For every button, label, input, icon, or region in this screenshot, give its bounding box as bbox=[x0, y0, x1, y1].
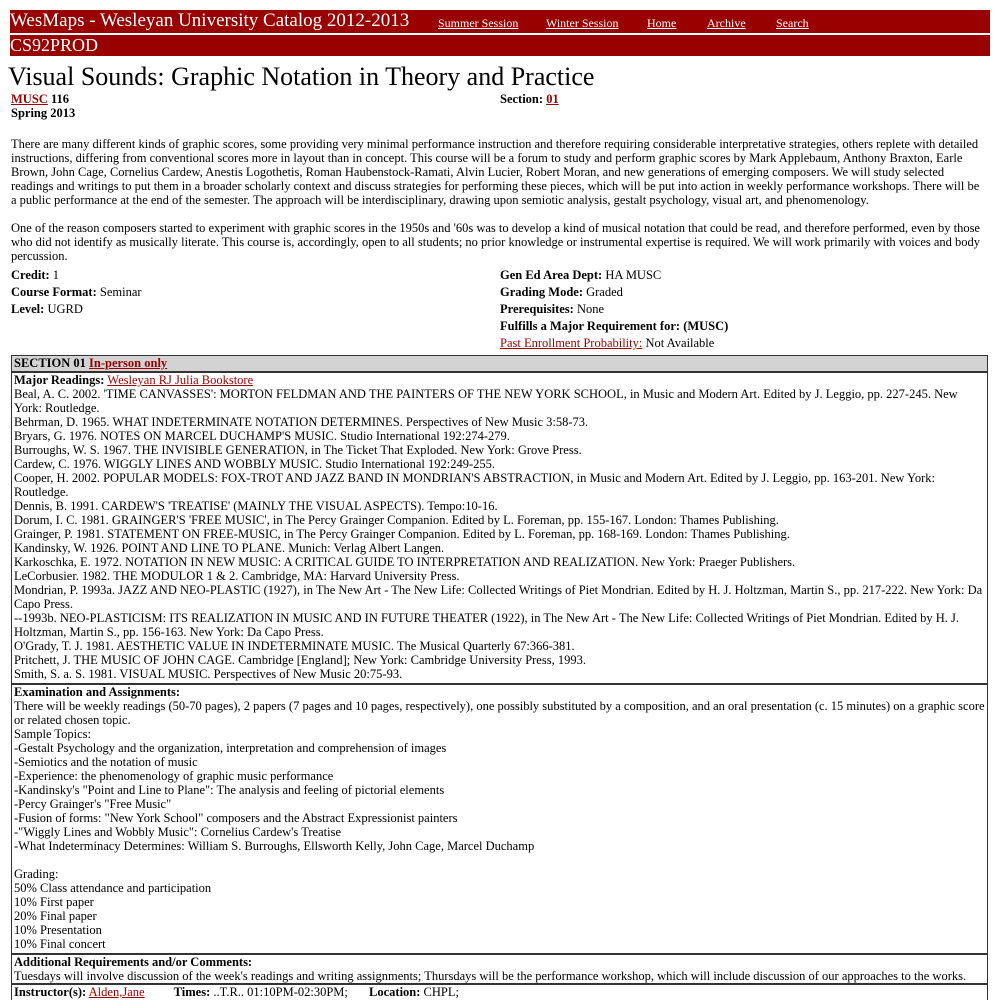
format-label: Course Format: bbox=[11, 285, 97, 299]
exam-line: -Percy Grainger's "Free Music" bbox=[14, 797, 172, 811]
in-person-link[interactable]: In-person only bbox=[89, 356, 168, 370]
exam-line: 50% Class attendance and participation bbox=[14, 881, 212, 895]
reading-item: Kandinsky, W. 1926. POINT AND LINE TO PLANE. Munich: Verlag Albert Langen. bbox=[14, 541, 445, 555]
instructor-label: Instructor(s): bbox=[14, 985, 87, 999]
environment-bar bbox=[10, 35, 990, 56]
major-value: (MUSC) bbox=[683, 319, 729, 333]
section-label: Section: bbox=[500, 92, 544, 106]
reading-item: LeCorbusier. 1982. THE MODULOR 1 & 2. Cambridge, MA: Harvard University Press. bbox=[14, 569, 460, 583]
level-label: Level: bbox=[11, 302, 45, 316]
gened-label: Gen Ed Area Dept: bbox=[500, 268, 603, 282]
readings-panel bbox=[11, 372, 988, 684]
grading-value: Graded bbox=[586, 285, 623, 299]
exam-line: 10% First paper bbox=[14, 895, 94, 909]
nav-winter-session[interactable]: Winter Session bbox=[546, 16, 619, 30]
format-row bbox=[11, 285, 142, 299]
reading-item: Grainger, P. 1981. STATEMENT ON FREE-MUSIC, in The Percy Grainger Companion. Edited by L. Foreman, pp. 168-169. London: Thames Publishing. bbox=[14, 527, 790, 541]
times-value: ..T.R.. 01:10PM-02:30PM; bbox=[213, 985, 348, 999]
times-label: Times: bbox=[173, 985, 211, 999]
credit-row bbox=[11, 268, 59, 282]
nav-summer-session[interactable]: Summer Session bbox=[438, 16, 519, 30]
course-term: Spring 2013 bbox=[11, 106, 76, 120]
page-title: Visual Sounds: Graphic Notation in Theory and Practice bbox=[8, 62, 595, 91]
exam-panel bbox=[11, 684, 988, 954]
format-value: Seminar bbox=[99, 285, 142, 299]
section-info bbox=[500, 92, 559, 106]
nav-home[interactable]: Home bbox=[647, 16, 677, 30]
exam-line: 10% Final concert bbox=[14, 937, 106, 951]
reading-item: --1993b. NEO-PLASTICISM: ITS REALIZATION IN MUSIC AND IN FUTURE THEATER (1922), in The New Art - The New Life: Collected Writings of Piet Mondrian. Edited by H. J. Holtzman, Martin S., pp. 156-163. New York: Da Capo Press. bbox=[14, 611, 960, 639]
bookstore-link[interactable]: Wesleyan RJ Julia Bookstore bbox=[107, 373, 254, 387]
section-header bbox=[11, 355, 988, 372]
exam-line: -What Indeterminacy Determines: William S. Burroughs, Ellsworth Kelly, John Cage, Marcel Duchamp bbox=[14, 839, 535, 853]
prereq-row bbox=[500, 302, 604, 316]
reading-item: Behrman, D. 1965. WHAT INDETERMINATE NOTATION DETERMINES. Perspectives of New Music 3:58-73. bbox=[14, 415, 589, 429]
exam-line: -Experience: the phenomenology of graphic music performance bbox=[14, 769, 334, 783]
exam-label: Examination and Assignments: bbox=[14, 685, 181, 699]
reading-item: Dennis, B. 1991. CARDEW'S 'TREATISE' (MAINLY THE VISUAL ASPECTS). Tempo:10-16. bbox=[14, 499, 498, 513]
reading-item: Burroughs, W. S. 1967. THE INVISIBLE GENERATION, in The Ticket That Exploded. New York: Grove Press. bbox=[14, 443, 582, 457]
grading-row bbox=[500, 285, 623, 299]
exam-line: -"Wiggly Lines and Wobbly Music": Cornelius Cardew's Treatise bbox=[14, 825, 342, 839]
site-title: WesMaps - Wesleyan University Catalog 2012-2013 bbox=[10, 10, 410, 31]
grading-label: Grading Mode: bbox=[500, 285, 583, 299]
header-bar bbox=[10, 10, 990, 33]
readings-heading bbox=[14, 373, 985, 387]
exam-line: Grading: bbox=[14, 867, 59, 881]
reading-item: Cardew, C. 1976. WIGGLY LINES AND WOBBLY MUSIC. Studio International 192:249-255. bbox=[14, 457, 496, 471]
exam-line: There will be weekly readings (50-70 pages), 2 papers (7 pages and 10 pages, respectively), one possibly substituted by a composition, and an oral presentation (c. 15 minutes) on a graphic score or related chosen topic. bbox=[14, 699, 985, 727]
reading-item: Pritchett, J. THE MUSIC OF JOHN CAGE. Cambridge [England]; New York: Cambridge University Press, 1993. bbox=[14, 653, 586, 667]
section-title: SECTION 01 bbox=[14, 356, 86, 370]
enrollment-value: Not Available bbox=[645, 336, 715, 350]
exam-line: 20% Final paper bbox=[14, 909, 97, 923]
level-value: UGRD bbox=[47, 302, 83, 316]
credit-value: 1 bbox=[52, 268, 60, 282]
exam-line: Sample Topics: bbox=[14, 727, 92, 741]
instructor-link[interactable]: Alden,Jane bbox=[88, 985, 145, 999]
reading-item: Karkoschka, E. 1972. NOTATION IN NEW MUSIC: A CRITICAL GUIDE TO INTERPRETATION AND REALIZATION. New York: Praeger Publishers. bbox=[14, 555, 796, 569]
exam-line: 10% Presentation bbox=[14, 923, 102, 937]
level-row bbox=[11, 302, 83, 316]
gened-value: HA MUSC bbox=[605, 268, 662, 282]
reading-item: Bryars, G. 1976. NOTES ON MARCEL DUCHAMP'S MUSIC. Studio International 192:274-279. bbox=[14, 429, 510, 443]
gened-row bbox=[500, 268, 661, 282]
course-number: 116 bbox=[50, 92, 69, 106]
additional-panel bbox=[11, 954, 988, 984]
exam-line: -Kandinsky's "Point and Line to Plane": The analysis and feeling of pictorial elements bbox=[14, 783, 445, 797]
credit-label: Credit: bbox=[11, 268, 50, 282]
location-value: CHPL; bbox=[423, 985, 459, 999]
prereq-value: None bbox=[576, 302, 605, 316]
subject-link[interactable]: MUSC bbox=[11, 92, 48, 106]
exam-line: -Fusion of forms: "New York School" composers and the Abstract Expressionist painters bbox=[14, 811, 458, 825]
instructor-panel bbox=[11, 984, 988, 1000]
reading-item: Beal, A. C. 2002. 'TIME CANVASSES': MORTON FELDMAN AND THE PAINTERS OF THE NEW YORK SCHOOL, in Music and Modern Art. Edited by J. Leggio, pp. 227-245. New York: Routledge. bbox=[14, 387, 958, 415]
additional-label: Additional Requirements and/or Comments: bbox=[14, 955, 253, 969]
additional-text: Tuesdays will involve discussion of the week's readings and writing assignments; Thursdays will be the performance workshop, which will include discussion of our approaches to the works. bbox=[14, 969, 967, 983]
reading-item: Smith, S. a. S. 1981. VISUAL MUSIC. Perspectives of New Music 20:75-93. bbox=[14, 667, 403, 681]
major-row bbox=[500, 319, 728, 333]
reading-item: Mondrian, P. 1993a. JAZZ AND NEO-PLASTIC (1927), in The New Art - The New Life: Collected Writings of Piet Mondrian. Edited by H. J. Holtzman, Martin S., pp. 217-222. New York: Da Capo Press. bbox=[14, 583, 983, 611]
description-paragraph-1: There are many different kinds of graphic scores, some providing very minimal performance instruction and therefore requiring considerable interpretative strategies, others replete with detailed instructions, differing from conventional scores more in layout than in concept. This course will be a forum to study and perform graphic scores by Mark Applebaum, Anthony Braxton, Earle Brown, John Cage, Cornelius Cardew, Anestis Logothetis, Roman Haubenstock-Ramati, Alvin Lucier, Robert Moran, and new generations of emerging composers. We will study selected readings and writings to put them in a broader scholarly context and discuss strategies for performing these pieces, which will be put into action in weekly performance workshops. There will be a public performance at the end of the semester. The approach will be interdisciplinary, drawing upon semiotic analysis, gestalt psychology, visual art, and phenomenology. bbox=[11, 137, 980, 207]
reading-item: O'Grady, T. J. 1981. AESTHETIC VALUE IN INDETERMINATE MUSIC. The Musical Quarterly 67:366-381. bbox=[14, 639, 575, 653]
prereq-label: Prerequisites: bbox=[500, 302, 574, 316]
readings-label: Major Readings: bbox=[14, 373, 105, 387]
enrollment-probability-link[interactable]: Past Enrollment Probability: bbox=[500, 336, 643, 350]
exam-line-blank bbox=[14, 853, 985, 867]
description-paragraph-2: One of the reason composers started to experiment with graphic scores in the 1950s and '60s was to develop a kind of musical notation that could be read, and therefore performed, even by those who did not identify as musically literate. This course is, accordingly, open to all students; no prior knowledge or instrumental expertise is required. We will work primarily with voices and body percussion. bbox=[11, 221, 981, 263]
exam-line: -Semiotics and the notation of music bbox=[14, 755, 198, 769]
course-code bbox=[11, 92, 69, 106]
reading-item: Cooper, H. 2002. POPULAR MODELS: FOX-TROT AND JAZZ BAND IN MONDRIAN'S ABSTRACTION, in Music and Modern Art. Edited by J. Leggio, pp. 163-201. New York: Routledge. bbox=[14, 471, 935, 499]
exam-line: -Gestalt Psychology and the organization, interpretation and comprehension of images bbox=[14, 741, 447, 755]
major-label: Fulfills a Major Requirement for: bbox=[500, 319, 681, 333]
enrollment-row bbox=[500, 336, 714, 350]
environment-label: CS92PROD bbox=[10, 35, 99, 55]
nav-search[interactable]: Search bbox=[776, 16, 809, 30]
section-link[interactable]: 01 bbox=[546, 92, 559, 106]
nav-archive[interactable]: Archive bbox=[707, 16, 746, 30]
location-label: Location: bbox=[369, 985, 421, 999]
reading-item: Dorum, I. C. 1981. GRAINGER'S 'FREE MUSIC', in The Percy Grainger Companion. Edited by L. Foreman, pp. 155-167. London: Thames Publishing. bbox=[14, 513, 779, 527]
